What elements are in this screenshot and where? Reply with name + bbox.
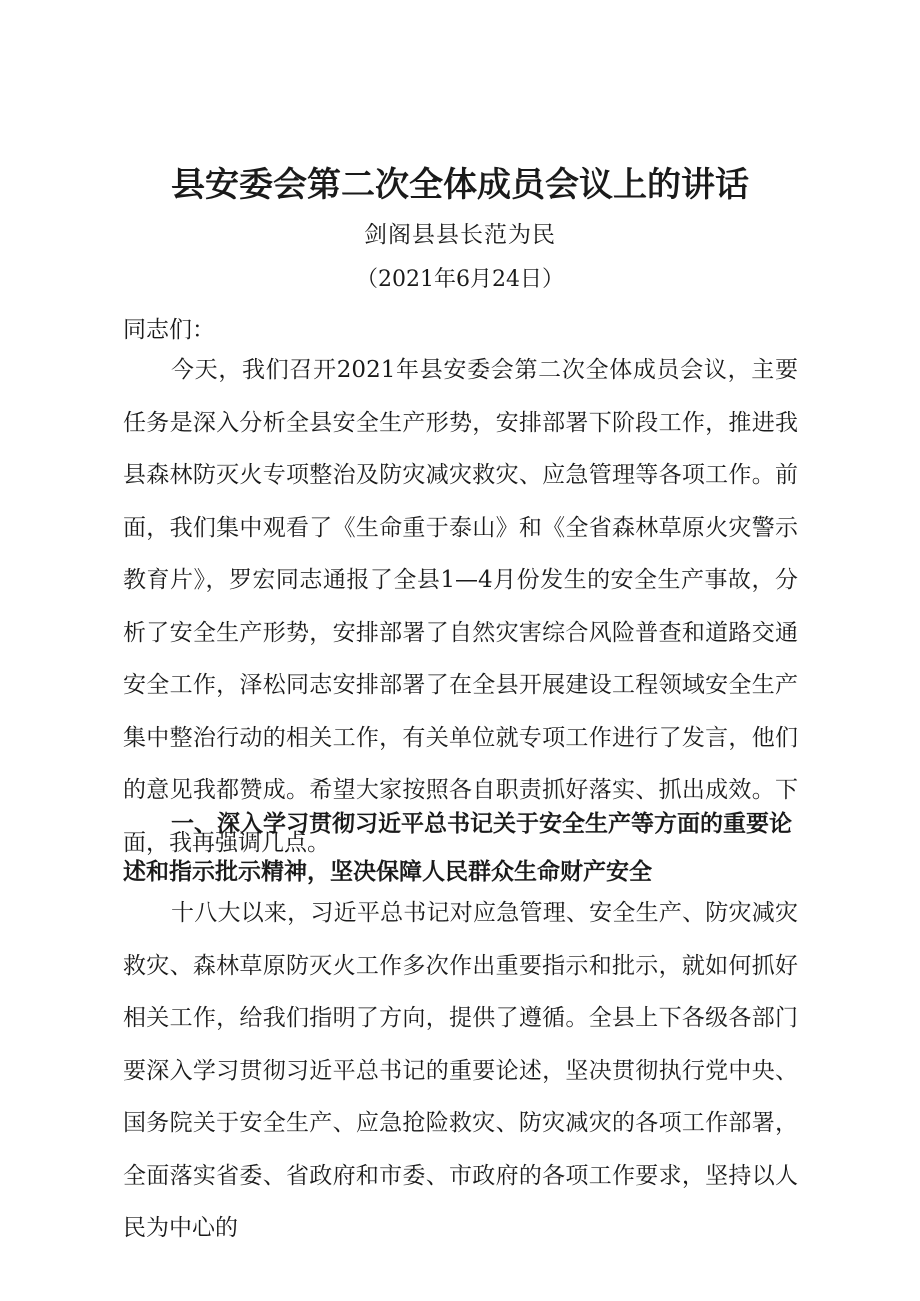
section-heading: 一、深入学习贯彻习近平总书记关于安全生产等方面的重要论述和指示批示精神，坚决保障人民群众生命财产安全	[123, 811, 792, 885]
salutation: 同志们：	[123, 317, 215, 343]
speaker-line: 剑阁县县长范为民	[364, 222, 556, 248]
body-paragraph: 十八大以来，习近平总书记对应急管理、安全生产、防灾减灾救灾、森林草原防灭火工作多次作出重要指示和批示，就如何抓好相关工作，给我们指明了方向，提供了遵循。全县上下各级各部门要深入学习贯彻习近平总书记的重要论述，坚决贯彻执行党中央、国务院关于安全生产、应急抢险救灾、防灾减灾的各项工作部署，全面落实省委、省政府和市委、市政府的各项工作要求，坚持以人民为中心的	[123, 900, 798, 1241]
document-title: 县安委会第二次全体成员会议上的讲话	[171, 165, 749, 205]
speech-date: （2021年6月24日）	[356, 267, 564, 292]
body-paragraph: 今天，我们召开2021年县安委会第二次全体成员会议，主要任务是深入分析全县安全生产形势，安排部署下阶段工作，推进我县森林防灭火专项整治及防灾减灾救灾、应急管理等各项工作。前面，我们集中观看了《生命重于泰山》和《全省森林草原火灾警示教育片》，罗宏同志通报了全县1—4月份发生的安全生产事故，分析了安全生产形势，安排部署了自然灾害综合风险普查和道路交通安全工作，泽松同志安排部署了在全县开展建设工程领域安全生产集中整治行动的相关工作，有关单位就专项工作进行了发言，他们的意见我都赞成。希望大家按照各自职责抓好落实、抓出成效。下面，我再强调几点。	[123, 357, 798, 856]
